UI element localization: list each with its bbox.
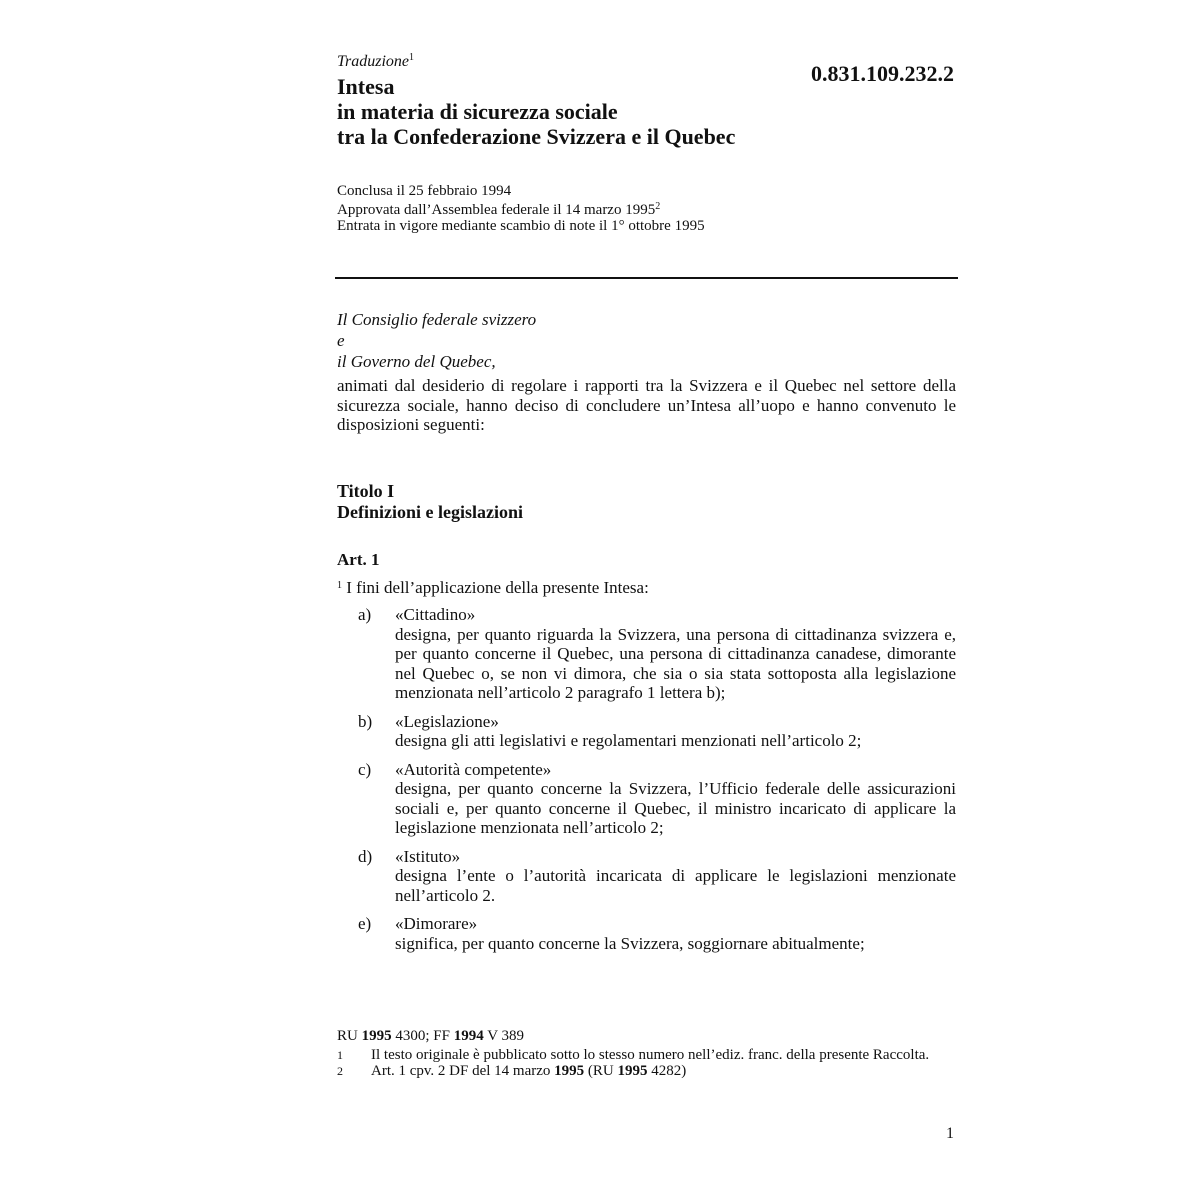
definition-text: designa l’ente o l’autorità incaricata di applicare le legislazioni menzionate nell’articolo 2.	[395, 866, 956, 905]
preamble-text: animati dal desiderio di regolare i rapporti tra la Svizzera e il Quebec nel settore della sicurezza sociale, hanno deciso di concludere un’Intesa all’uopo e hanno convenuto le disposizioni seguenti:	[337, 376, 956, 434]
definition-term: «Dimorare»	[395, 914, 478, 933]
footnote-number: 2	[337, 1064, 343, 1078]
definition-letter: a)	[358, 605, 372, 624]
definition-item	[337, 605, 956, 703]
paragraph-number: 1	[337, 580, 342, 591]
party-line: il Governo del Quebec,	[337, 352, 496, 371]
definition-term: «Istituto»	[395, 846, 461, 866]
footnote	[337, 1063, 945, 1079]
definition-text: designa, per quanto riguarda la Svizzera, una persona di cittadinanza svizzera e, per quanto concerne il Quebec, una persona di cittadinanza canadese, dimorante nel Quebec o, se non vi dimora, che sia o sia stata sottoposta alla legislazione menzionata nell’articolo 2 paragrafo 1 lettera b);	[395, 624, 956, 702]
definition-list	[337, 605, 956, 962]
definition-item	[337, 847, 956, 906]
footnote-ref-2[interactable]: 2	[655, 201, 661, 212]
concluded-date: Conclusa il 25 febbraio 1994	[337, 183, 512, 199]
title-line: in materia di sicurezza sociale	[337, 99, 618, 124]
definition-letter: c)	[358, 759, 372, 779]
publication-reference: RU 1995 4300; FF 1994 V 389	[337, 1028, 524, 1044]
approval-date: Approvata dall’Assemblea federale il 14 marzo 1995$^2$	[337, 201, 661, 218]
article-heading: Art. 1	[337, 550, 380, 569]
definition-text: designa, per quanto concerne la Svizzera, l’Ufficio federale delle assicurazioni sociali e, per quanto concerne il Quebec, il ministro incaricato di applicare la legislazione menzionata nell’articolo 2;	[395, 779, 956, 837]
footnote-ref-1[interactable]: 1	[409, 52, 415, 63]
title-line: Intesa	[337, 74, 395, 99]
title-label: Titolo I	[337, 481, 395, 501]
entry-into-force: Entrata in vigore mediante scambio di note il 1° ottobre 1995	[337, 218, 705, 234]
definition-text: designa gli atti legislativi e regolamentari menzionati nell’articolo 2;	[395, 731, 862, 750]
document-title	[337, 74, 735, 149]
definition-term: «Legislazione»	[395, 711, 499, 731]
party-line: e	[337, 331, 345, 350]
definition-item	[337, 914, 956, 953]
translation-label: Traduzione$^1$	[337, 52, 415, 70]
footnotes	[337, 1047, 945, 1079]
footnote-number: 1	[337, 1048, 343, 1062]
sr-number: 0.831.109.232.2	[811, 61, 954, 86]
definition-term: «Autorità competente»	[395, 759, 552, 779]
page-number: 1	[946, 1125, 954, 1142]
title-heading	[337, 481, 523, 523]
footnote	[337, 1047, 945, 1063]
header-divider	[335, 277, 958, 279]
footnote-text: Il testo originale è pubblicato sotto lo stesso numero nell’ediz. franc. della presente Raccolta.	[371, 1047, 930, 1063]
title-line: tra la Confederazione Svizzera e il Quebec	[337, 124, 736, 149]
title-name: Definizioni e legislazioni	[337, 502, 523, 522]
definition-letter: b)	[358, 711, 373, 731]
definition-letter: e)	[358, 914, 372, 933]
preamble-parties	[337, 309, 536, 372]
document-metadata	[337, 183, 705, 234]
footnote-text: Art. 1 cpv. 2 DF del 14 marzo 1995 (RU 1995 4282)	[371, 1063, 687, 1079]
party-line: Il Consiglio federale svizzero	[337, 310, 537, 329]
definition-term: «Cittadino»	[395, 605, 476, 624]
definition-item	[337, 712, 956, 751]
definition-letter: d)	[358, 846, 373, 866]
definition-item	[337, 760, 956, 838]
paragraph-intro: $^1$ I fini dell’applicazione della presente Intesa:	[337, 578, 649, 597]
definition-text: significa, per quanto concerne la Svizzera, soggiornare abitualmente;	[395, 933, 865, 953]
